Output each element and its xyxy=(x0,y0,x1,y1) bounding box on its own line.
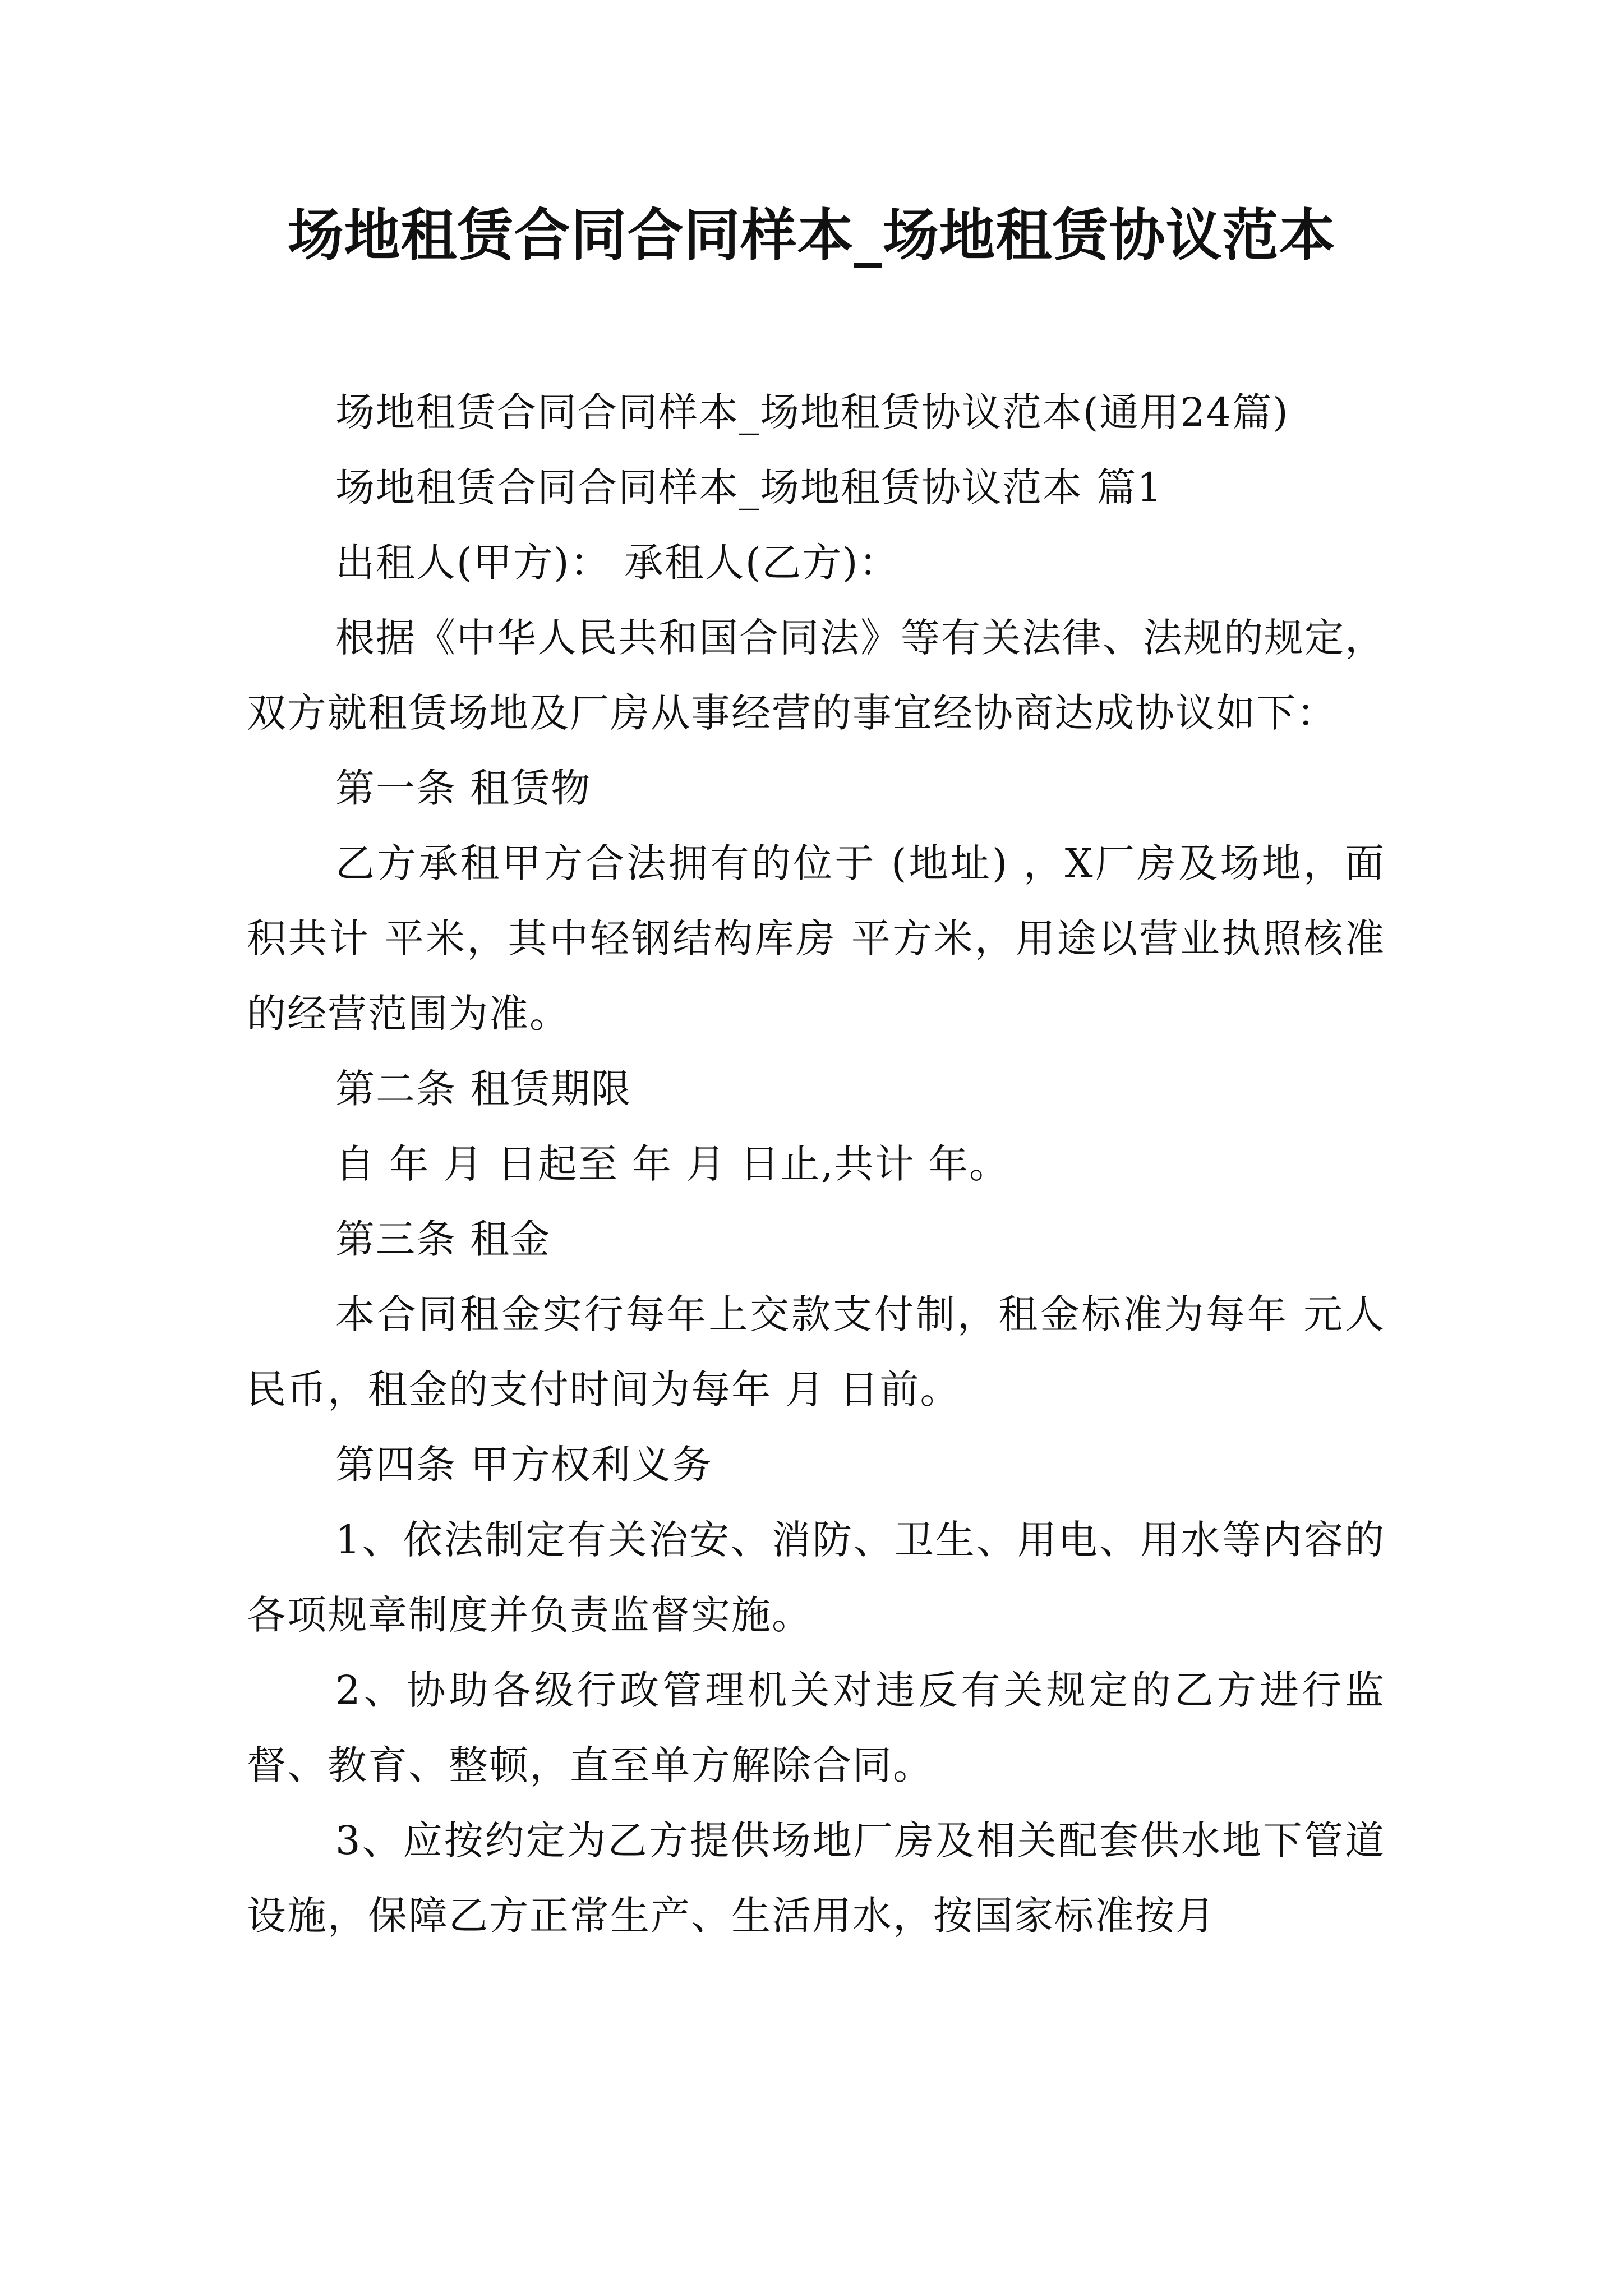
paragraph-section-heading: 场地租赁合同合同样本_场地租赁协议范本 篇1 xyxy=(335,464,1163,510)
article-2-heading: 第二条 租赁期限 xyxy=(335,1066,632,1112)
article-2-text: 自 年 月 日起至 年 月 日止,共计 年。 xyxy=(335,1141,1010,1187)
document-body xyxy=(247,375,1385,1953)
article-1-heading: 第一条 租赁物 xyxy=(335,765,592,811)
paragraph-subtitle: 场地租赁合同合同样本_场地租赁协议范本(通用24篇) xyxy=(335,389,1289,435)
article-3-heading: 第三条 租金 xyxy=(335,1216,551,1262)
article-1-text: 乙方承租甲方合法拥有的位于 (地址) ，X厂房及场地，面积共计 平米，其中轻钢结构库房 平方米，用途以营业执照核准的经营范围为准。 xyxy=(247,840,1385,1037)
article-3-text: 本合同租金实行每年上交款支付制，租金标准为每年 元人民币，租金的支付时间为每年 月 日前。 xyxy=(247,1291,1385,1412)
article-4-heading: 第四条 甲方权利义务 xyxy=(335,1442,713,1488)
article-4-item-3: 3、应按约定为乙方提供场地厂房及相关配套供水地下管道设施，保障乙方正常生产、生活用水，按国家标准按月 xyxy=(247,1818,1385,1939)
article-4-item-2: 2、协助各级行政管理机关对违反有关规定的乙方进行监督、教育、整顿，直至单方解除合同。 xyxy=(247,1667,1385,1788)
paragraph-parties: 出租人(甲方)： 承租人(乙方)： xyxy=(335,540,900,586)
article-4-item-1: 1、依法制定有关治安、消防、卫生、用电、用水等内容的各项规章制度并负责监督实施。 xyxy=(247,1517,1385,1638)
document-title: 场地租赁合同合同样本_场地租赁协议范本 xyxy=(287,203,1336,268)
paragraph-preamble: 根据《中华人民共和国合同法》等有关法律、法规的规定，双方就租赁场地及厂房从事经营的事宜经协商达成协议如下： xyxy=(247,615,1385,736)
